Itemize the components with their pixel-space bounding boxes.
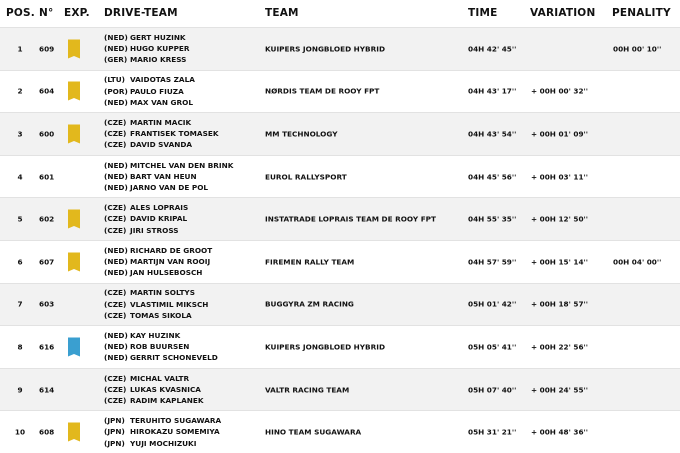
team-cell: BUGGYRA ZM RACING — [265, 299, 354, 309]
crew-name: RADIM KAPLANEK — [130, 396, 204, 406]
experience-cell — [68, 423, 80, 442]
crew-member — [104, 310, 208, 321]
team-cell: KUIPERS JONGBLOED HYBRID — [265, 342, 386, 352]
crew-nationality: (CZE) — [104, 373, 127, 383]
crew-name: ALES LOPRAIS — [130, 203, 189, 213]
table-body — [0, 27, 680, 453]
team-cell: EUROL RALLYSPORT — [265, 172, 347, 182]
experience-cell — [68, 210, 80, 229]
crew-member — [104, 245, 212, 256]
crew-nationality: (JPN) — [104, 438, 125, 448]
team-cell: NØRDIS TEAM DE ROOY FPT — [265, 86, 380, 96]
race-number-cell: 602 — [39, 214, 55, 224]
header-exp[interactable]: EXP. — [64, 7, 90, 19]
position-cell: 7 — [17, 299, 23, 309]
table-row[interactable] — [0, 368, 680, 411]
time-cell: 05H 01' 42'' — [468, 299, 517, 309]
crew-member — [104, 202, 188, 213]
time-cell: 04H 55' 35'' — [468, 214, 517, 224]
position-cell: 8 — [17, 342, 23, 352]
crew-name: FRANTISEK TOMASEK — [130, 129, 219, 139]
crew-nationality: (POR) — [104, 86, 128, 96]
crew-nationality: (NED) — [104, 331, 128, 341]
position-cell: 3 — [17, 129, 23, 139]
crew-member — [104, 256, 212, 267]
header-time[interactable]: TIME — [468, 7, 498, 19]
race-number-cell: 607 — [39, 257, 55, 267]
crew-member — [104, 415, 221, 426]
position-cell: 5 — [17, 214, 23, 224]
header-drive-team[interactable]: DRIVE-TEAM — [104, 7, 178, 19]
crew-nationality: (NED) — [104, 245, 128, 255]
race-number-cell: 604 — [39, 86, 55, 96]
team-cell: KUIPERS JONGBLOED HYBRID — [265, 44, 386, 54]
position-cell: 9 — [17, 385, 23, 395]
crew-member — [104, 353, 218, 364]
gold-badge-icon — [68, 39, 80, 58]
experience-cell — [68, 252, 80, 271]
variation-cell: + 00H 15' 14'' — [531, 257, 589, 267]
crew-nationality: (CZE) — [104, 288, 127, 298]
crew-cell — [104, 32, 190, 66]
table-row[interactable] — [0, 155, 680, 198]
position-cell: 4 — [17, 172, 23, 182]
team-cell: MM TECHNOLOGY — [265, 129, 338, 139]
header-number[interactable]: N° — [39, 7, 54, 19]
crew-name: ROB BUURSEN — [130, 342, 190, 352]
crew-nationality: (NED) — [104, 353, 128, 363]
crew-name: DAVID SVANDA — [130, 140, 193, 150]
position-cell: 6 — [17, 257, 23, 267]
crew-member — [104, 341, 218, 352]
crew-nationality: (CZE) — [104, 396, 127, 406]
crew-name: MARIO KRESS — [130, 55, 187, 65]
crew-name: YUJI MOCHIZUKI — [130, 438, 197, 448]
crew-member — [104, 288, 208, 299]
crew-nationality: (CZE) — [104, 129, 127, 139]
crew-member — [104, 384, 204, 395]
race-number-cell: 616 — [39, 342, 55, 352]
crew-member — [104, 75, 195, 86]
variation-cell: + 00H 01' 09'' — [531, 129, 589, 139]
crew-member — [104, 43, 190, 54]
crew-cell — [104, 373, 204, 407]
experience-cell — [68, 167, 80, 186]
crew-name: DAVID KRIPAL — [130, 214, 188, 224]
table-row[interactable] — [0, 283, 680, 326]
crew-cell — [104, 75, 195, 109]
crew-nationality: (NED) — [104, 171, 128, 181]
table-row[interactable] — [0, 197, 680, 240]
time-cell: 04H 57' 59'' — [468, 257, 517, 267]
experience-cell — [68, 124, 80, 143]
experience-cell — [68, 380, 80, 399]
race-number-cell: 609 — [39, 44, 55, 54]
experience-cell — [68, 337, 80, 356]
crew-member — [104, 225, 188, 236]
crew-nationality: (NED) — [104, 183, 128, 193]
crew-nationality: (NED) — [104, 44, 128, 54]
crew-name: BART VAN HEUN — [130, 171, 197, 181]
crew-name: MARTIJN VAN ROOIJ — [130, 257, 211, 267]
variation-cell: + 00H 48' 36'' — [531, 427, 589, 437]
crew-cell — [104, 415, 221, 449]
crew-nationality: (CZE) — [104, 225, 127, 235]
crew-member — [104, 427, 221, 438]
experience-cell — [68, 82, 80, 101]
gold-badge-icon — [68, 82, 80, 101]
crew-name: TOMAS SIKOLA — [130, 310, 192, 320]
crew-member — [104, 373, 204, 384]
crew-nationality: (NED) — [104, 160, 128, 170]
table-row[interactable] — [0, 325, 680, 368]
crew-nationality: (CZE) — [104, 299, 127, 309]
penalty-cell: 00H 00' 10'' — [613, 44, 662, 54]
crew-name: MARTIN MACIK — [130, 118, 192, 128]
crew-name: KAY HUZINK — [130, 331, 181, 341]
table-row[interactable] — [0, 27, 680, 70]
time-cell: 04H 43' 17'' — [468, 86, 517, 96]
crew-name: MARTIN SOLTYS — [130, 288, 195, 298]
crew-nationality: (NED) — [104, 32, 128, 42]
crew-name: JARNO VAN DE POL — [130, 183, 209, 193]
crew-name: PAULO FIUZA — [130, 86, 184, 96]
crew-member — [104, 171, 233, 182]
crew-member — [104, 299, 208, 310]
crew-name: HUGO KUPPER — [130, 44, 190, 54]
crew-member — [104, 128, 218, 139]
table-header — [0, 0, 680, 27]
race-number-cell: 614 — [39, 385, 55, 395]
header-penalty[interactable]: PENALITY — [612, 7, 671, 19]
variation-cell: + 00H 18' 57'' — [531, 299, 589, 309]
crew-member — [104, 117, 218, 128]
crew-nationality: (LTU) — [104, 75, 126, 85]
time-cell: 05H 31' 21'' — [468, 427, 517, 437]
team-cell: HINO TEAM SUGAWARA — [265, 427, 362, 437]
gold-badge-icon — [68, 210, 80, 229]
team-cell: FIREMEN RALLY TEAM — [265, 257, 355, 267]
crew-cell — [104, 117, 218, 151]
experience-cell — [68, 295, 80, 314]
table-row[interactable] — [0, 70, 680, 113]
time-cell: 05H 07' 40'' — [468, 385, 517, 395]
header-pos[interactable]: POS. — [6, 7, 35, 19]
crew-nationality: (NED) — [104, 342, 128, 352]
crew-cell — [104, 330, 218, 364]
crew-name: MITCHEL VAN DEN BRINK — [130, 160, 234, 170]
position-cell: 1 — [17, 44, 23, 54]
variation-cell: + 00H 00' 32'' — [531, 86, 589, 96]
crew-member — [104, 160, 233, 171]
crew-cell — [104, 202, 188, 236]
crew-nationality: (CZE) — [104, 384, 127, 394]
variation-cell: + 00H 22' 56'' — [531, 342, 589, 352]
crew-name: LUKAS KVASNICA — [130, 384, 201, 394]
header-team[interactable]: TEAM — [265, 7, 299, 19]
crew-nationality: (JPN) — [104, 416, 125, 426]
blue-badge-icon — [68, 337, 80, 356]
race-number-cell: 603 — [39, 299, 55, 309]
variation-cell: + 00H 12' 50'' — [531, 214, 589, 224]
crew-name: VLASTIMIL MIKSCH — [130, 299, 209, 309]
race-number-cell: 601 — [39, 172, 55, 182]
table-row[interactable] — [0, 410, 680, 453]
crew-member — [104, 267, 212, 278]
time-cell: 04H 42' 45'' — [468, 44, 517, 54]
crew-member — [104, 182, 233, 193]
crew-member — [104, 54, 190, 65]
position-cell: 2 — [17, 86, 23, 96]
variation-cell: + 00H 24' 55'' — [531, 385, 589, 395]
crew-nationality: (CZE) — [104, 203, 127, 213]
variation-cell: + 00H 03' 11'' — [531, 172, 589, 182]
crew-nationality: (JPN) — [104, 427, 125, 437]
crew-cell — [104, 245, 212, 279]
time-cell: 04H 45' 56'' — [468, 172, 517, 182]
crew-name: MAX VAN GROL — [130, 97, 193, 107]
crew-cell — [104, 288, 208, 322]
crew-cell — [104, 160, 233, 194]
crew-nationality: (CZE) — [104, 140, 127, 150]
experience-cell — [68, 39, 80, 58]
crew-name: VAIDOTAS ZALA — [130, 75, 195, 85]
penalty-cell: 00H 04' 00'' — [613, 257, 662, 267]
crew-member — [104, 97, 195, 108]
crew-nationality: (NED) — [104, 97, 128, 107]
crew-member — [104, 214, 188, 225]
crew-name: TERUHITO SUGAWARA — [130, 416, 222, 426]
crew-member — [104, 140, 218, 151]
crew-name: HIROKAZU SOMEMIYA — [130, 427, 220, 437]
crew-member — [104, 330, 218, 341]
race-number-cell: 608 — [39, 427, 55, 437]
crew-member — [104, 395, 204, 406]
crew-name: JAN HULSEBOSCH — [130, 268, 203, 278]
crew-name: JIRI STROSS — [130, 225, 179, 235]
table-row[interactable] — [0, 112, 680, 155]
header-variation[interactable]: VARIATION — [530, 7, 596, 19]
crew-name: GERT HUZINK — [130, 32, 186, 42]
crew-member — [104, 438, 221, 449]
crew-nationality: (GER) — [104, 55, 128, 65]
crew-name: GERRIT SCHONEVELD — [130, 353, 218, 363]
time-cell: 05H 05' 41'' — [468, 342, 517, 352]
crew-name: MICHAL VALTR — [130, 373, 190, 383]
crew-nationality: (CZE) — [104, 214, 127, 224]
team-cell: INSTATRADE LOPRAIS TEAM DE ROOY FPT — [265, 214, 437, 224]
time-cell: 04H 43' 54'' — [468, 129, 517, 139]
table-row[interactable] — [0, 240, 680, 283]
team-cell: VALTR RACING TEAM — [265, 385, 350, 395]
race-number-cell: 600 — [39, 129, 55, 139]
position-cell: 10 — [14, 427, 26, 437]
gold-badge-icon — [68, 252, 80, 271]
crew-member — [104, 86, 195, 97]
crew-nationality: (NED) — [104, 268, 128, 278]
crew-name: RICHARD DE GROOT — [130, 245, 213, 255]
crew-member — [104, 32, 190, 43]
crew-nationality: (NED) — [104, 257, 128, 267]
gold-badge-icon — [68, 423, 80, 442]
crew-nationality: (CZE) — [104, 118, 127, 128]
crew-nationality: (CZE) — [104, 310, 127, 320]
gold-badge-icon — [68, 124, 80, 143]
